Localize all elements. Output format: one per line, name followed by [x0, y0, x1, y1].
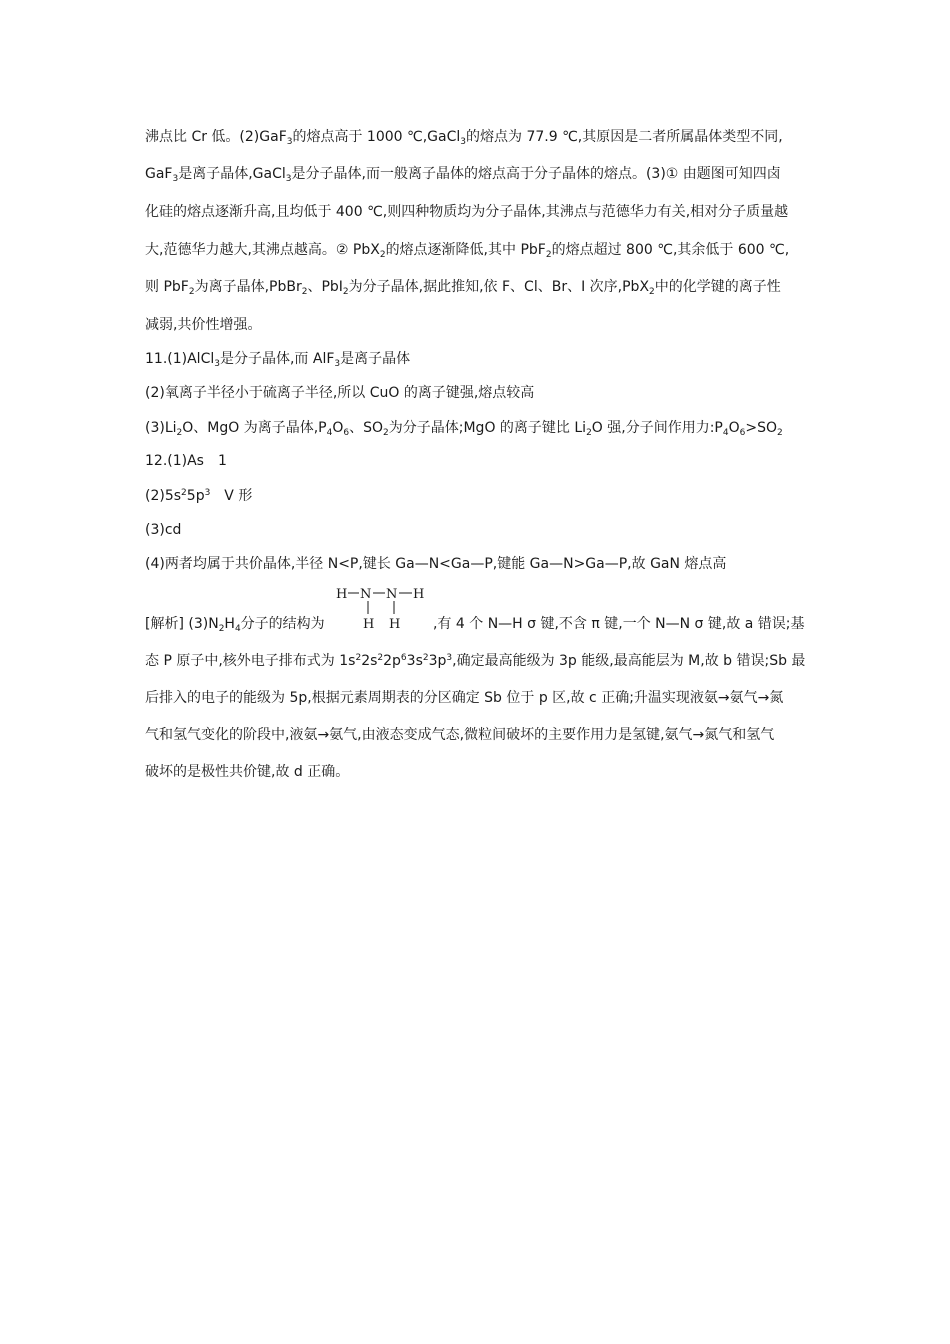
analysis-line: [解析] $(3)N_2H_4$分子的结构为	[145, 616, 325, 634]
answer-12-2: $(2)5s^25p^3$ V 形	[145, 488, 253, 504]
atom-h: H	[389, 617, 401, 632]
atom-h: H	[336, 587, 348, 602]
answer-12-1: 12.(1)As 1	[145, 453, 227, 469]
text-line: 化硅的熔点逐渐升高,且均低于 400 ℃,则四种物质均为分子晶体,其沸点与范德华力有关,相对分子质量越	[145, 204, 789, 220]
text-line: 沸点比 Cr 低。(2)GaF$_3$的熔点高于 1000 ℃,GaCl$_3$的熔点为 77.9 ℃,其原因是二者所属晶体类型不同,	[145, 129, 783, 147]
analysis-line: 后排入的电子的能级为 5p,根据元素周期表的分区确定 Sb 位于 p 区,故 c 正确;升温实现液氨→氨气→氮	[145, 690, 784, 706]
hydrazine-structure	[336, 584, 432, 632]
analysis-line: ,有 4 个 N—H σ 键,不含 π 键,一个 N—N σ 键,故 a 错误;基	[433, 616, 805, 632]
answer-11-1: 11.(1)AlCl$_3$是分子晶体,而 AlF$_3$是离子晶体	[145, 351, 411, 369]
atom-n: N	[386, 587, 398, 602]
text-line: 则 PbF$_2$为离子晶体,PbBr$_2$、PbI$_2$为分子晶体,据此推知,依 F、Cl、Br、I 次序,PbX$_2$中的化学键的离子性	[145, 279, 781, 297]
atom-n: N	[360, 587, 372, 602]
answer-11-3: $(3)Li_2O$、MgO 为离子晶体$,P_4O_6$、$SO_2$为分子晶体;MgO 的离子键比 $Li_2O$ 强,分子间作用力$:P_4O_6>SO_2$	[145, 420, 783, 438]
atom-h: H	[413, 587, 425, 602]
atom-h: H	[363, 617, 375, 632]
answer-11-2: (2)氧离子半径小于硫离子半径,所以 CuO 的离子键强,熔点较高	[145, 385, 535, 401]
text-line: GaF$_3$是离子晶体,GaCl$_3$是分子晶体,而一般离子晶体的熔点高于分子晶体的熔点。(3)① 由题图可知四卤	[145, 166, 781, 184]
analysis-line: 气和氢气变化的阶段中,液氨→氨气,由液态变成气态,微粒间破坏的主要作用力是氢键,氨气→氮气和氢气	[145, 727, 775, 743]
answer-12-3: (3)cd	[145, 522, 182, 538]
answer-12-4: (4)两者均属于共价晶体,半径 N<P,键长 Ga—N<Ga—P,键能 Ga—N>Ga—P,故 GaN 熔点高	[145, 556, 727, 572]
analysis-line: 破坏的是极性共价键,故 d 正确。	[145, 764, 350, 780]
text-line: 减弱,共价性增强。	[145, 317, 262, 333]
text-line: 大,范德华力越大,其沸点越高。② PbX$_2$的熔点逐渐降低,其中 PbF$_2$的熔点超过 800 ℃,其余低于 600 ℃,	[145, 242, 790, 260]
analysis-line: 态 P 原子中,核外电子排布式为 $1s^22s^22p^63s^23p^3$,确定最高能级为 3p 能级,最高能层为 M,故 b 错误;Sb 最	[145, 653, 806, 669]
